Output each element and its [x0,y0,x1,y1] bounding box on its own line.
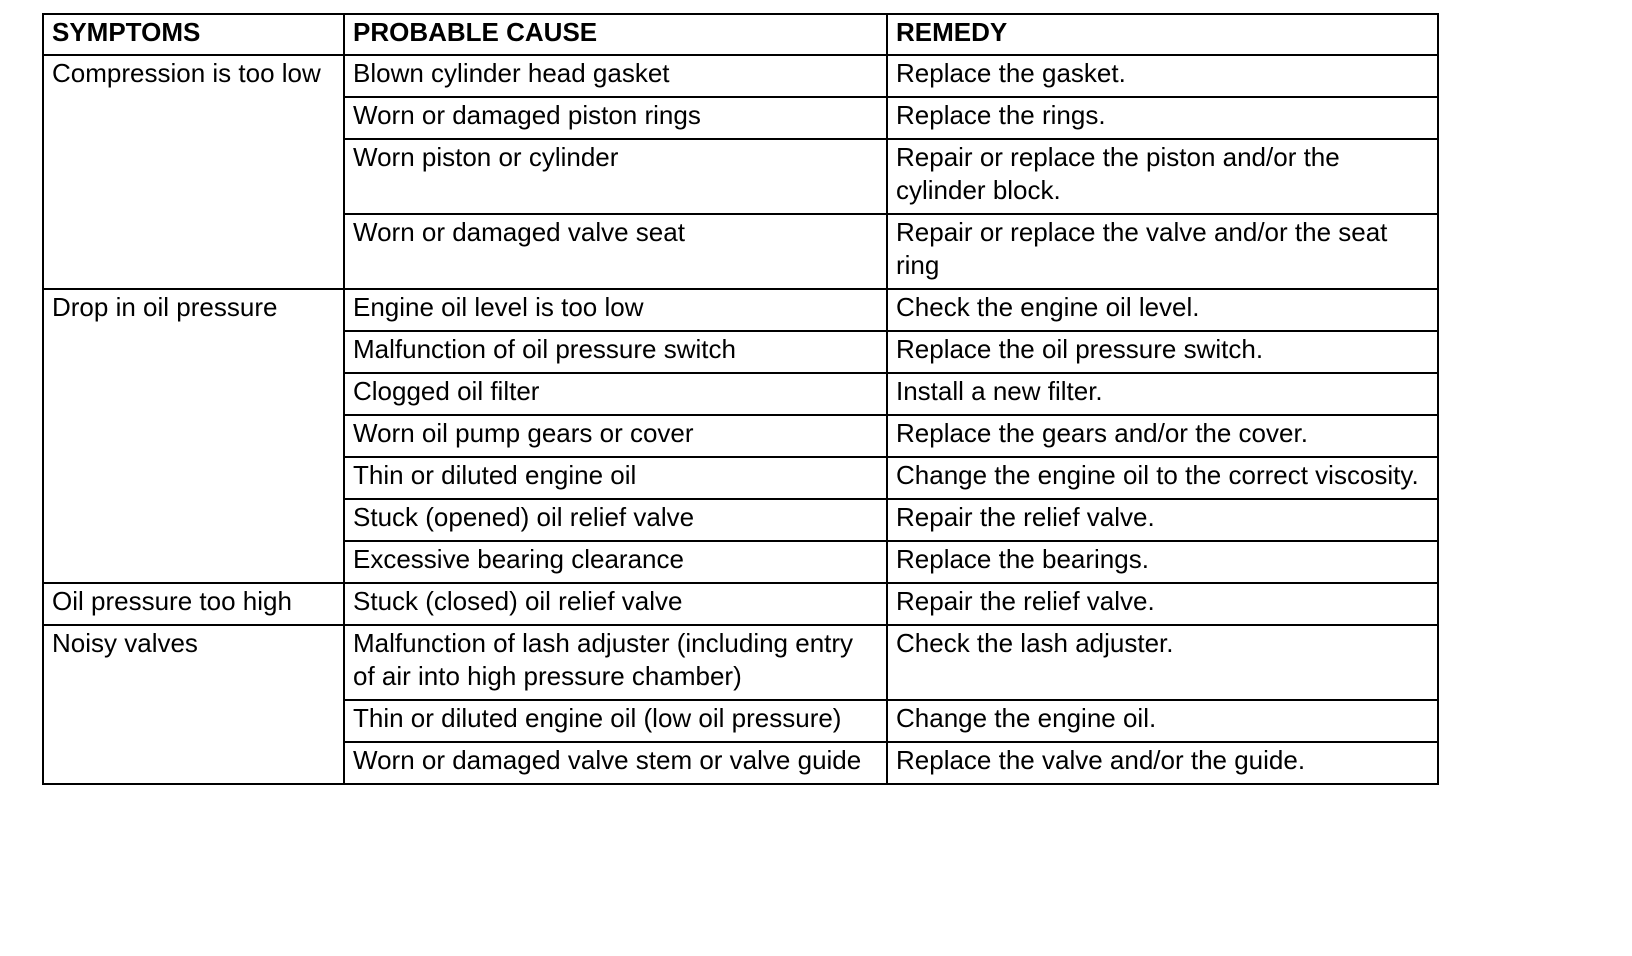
cause-cell: Stuck (closed) oil relief valve [344,583,887,625]
symptom-cell: Noisy valves [43,625,344,784]
cause-cell: Worn or damaged piston rings [344,97,887,139]
cause-cell: Worn oil pump gears or cover [344,415,887,457]
remedy-cell: Repair the relief valve. [887,499,1438,541]
cause-cell: Blown cylinder head gasket [344,55,887,97]
cause-cell: Clogged oil filter [344,373,887,415]
cause-cell: Worn piston or cylinder [344,139,887,214]
symptom-cell: Drop in oil pressure [43,289,344,583]
remedy-cell: Check the engine oil level. [887,289,1438,331]
remedy-cell: Check the lash adjuster. [887,625,1438,700]
cause-cell: Worn or damaged valve stem or valve guide [344,742,887,784]
header-remedy: REMEDY [887,14,1438,55]
remedy-cell: Repair or replace the piston and/or the cylinder block. [887,139,1438,214]
remedy-cell: Install a new filter. [887,373,1438,415]
cause-cell: Malfunction of oil pressure switch [344,331,887,373]
remedy-cell: Replace the oil pressure switch. [887,331,1438,373]
table-row [43,583,1438,625]
table-body [43,55,1438,784]
remedy-cell: Repair or replace the valve and/or the seat ring [887,214,1438,289]
symptom-cell: Compression is too low [43,55,344,289]
cause-cell: Thin or diluted engine oil (low oil pressure) [344,700,887,742]
header-symptoms: SYMPTOMS [43,14,344,55]
remedy-cell: Replace the valve and/or the guide. [887,742,1438,784]
remedy-cell: Change the engine oil. [887,700,1438,742]
table-row [43,289,1438,331]
remedy-cell: Change the engine oil to the correct viscosity. [887,457,1438,499]
cause-cell: Excessive bearing clearance [344,541,887,583]
remedy-cell: Replace the gasket. [887,55,1438,97]
remedy-cell: Repair the relief valve. [887,583,1438,625]
cause-cell: Malfunction of lash adjuster (including entry of air into high pressure chamber) [344,625,887,700]
cause-cell: Engine oil level is too low [344,289,887,331]
troubleshooting-table-container [42,13,1439,785]
table-row [43,55,1438,97]
table-row [43,625,1438,700]
header-row [43,14,1438,55]
remedy-cell: Replace the bearings. [887,541,1438,583]
cause-cell: Stuck (opened) oil relief valve [344,499,887,541]
remedy-cell: Replace the rings. [887,97,1438,139]
troubleshooting-table [42,13,1439,785]
cause-cell: Worn or damaged valve seat [344,214,887,289]
cause-cell: Thin or diluted engine oil [344,457,887,499]
header-probable-cause: PROBABLE CAUSE [344,14,887,55]
symptom-cell: Oil pressure too high [43,583,344,625]
remedy-cell: Replace the gears and/or the cover. [887,415,1438,457]
